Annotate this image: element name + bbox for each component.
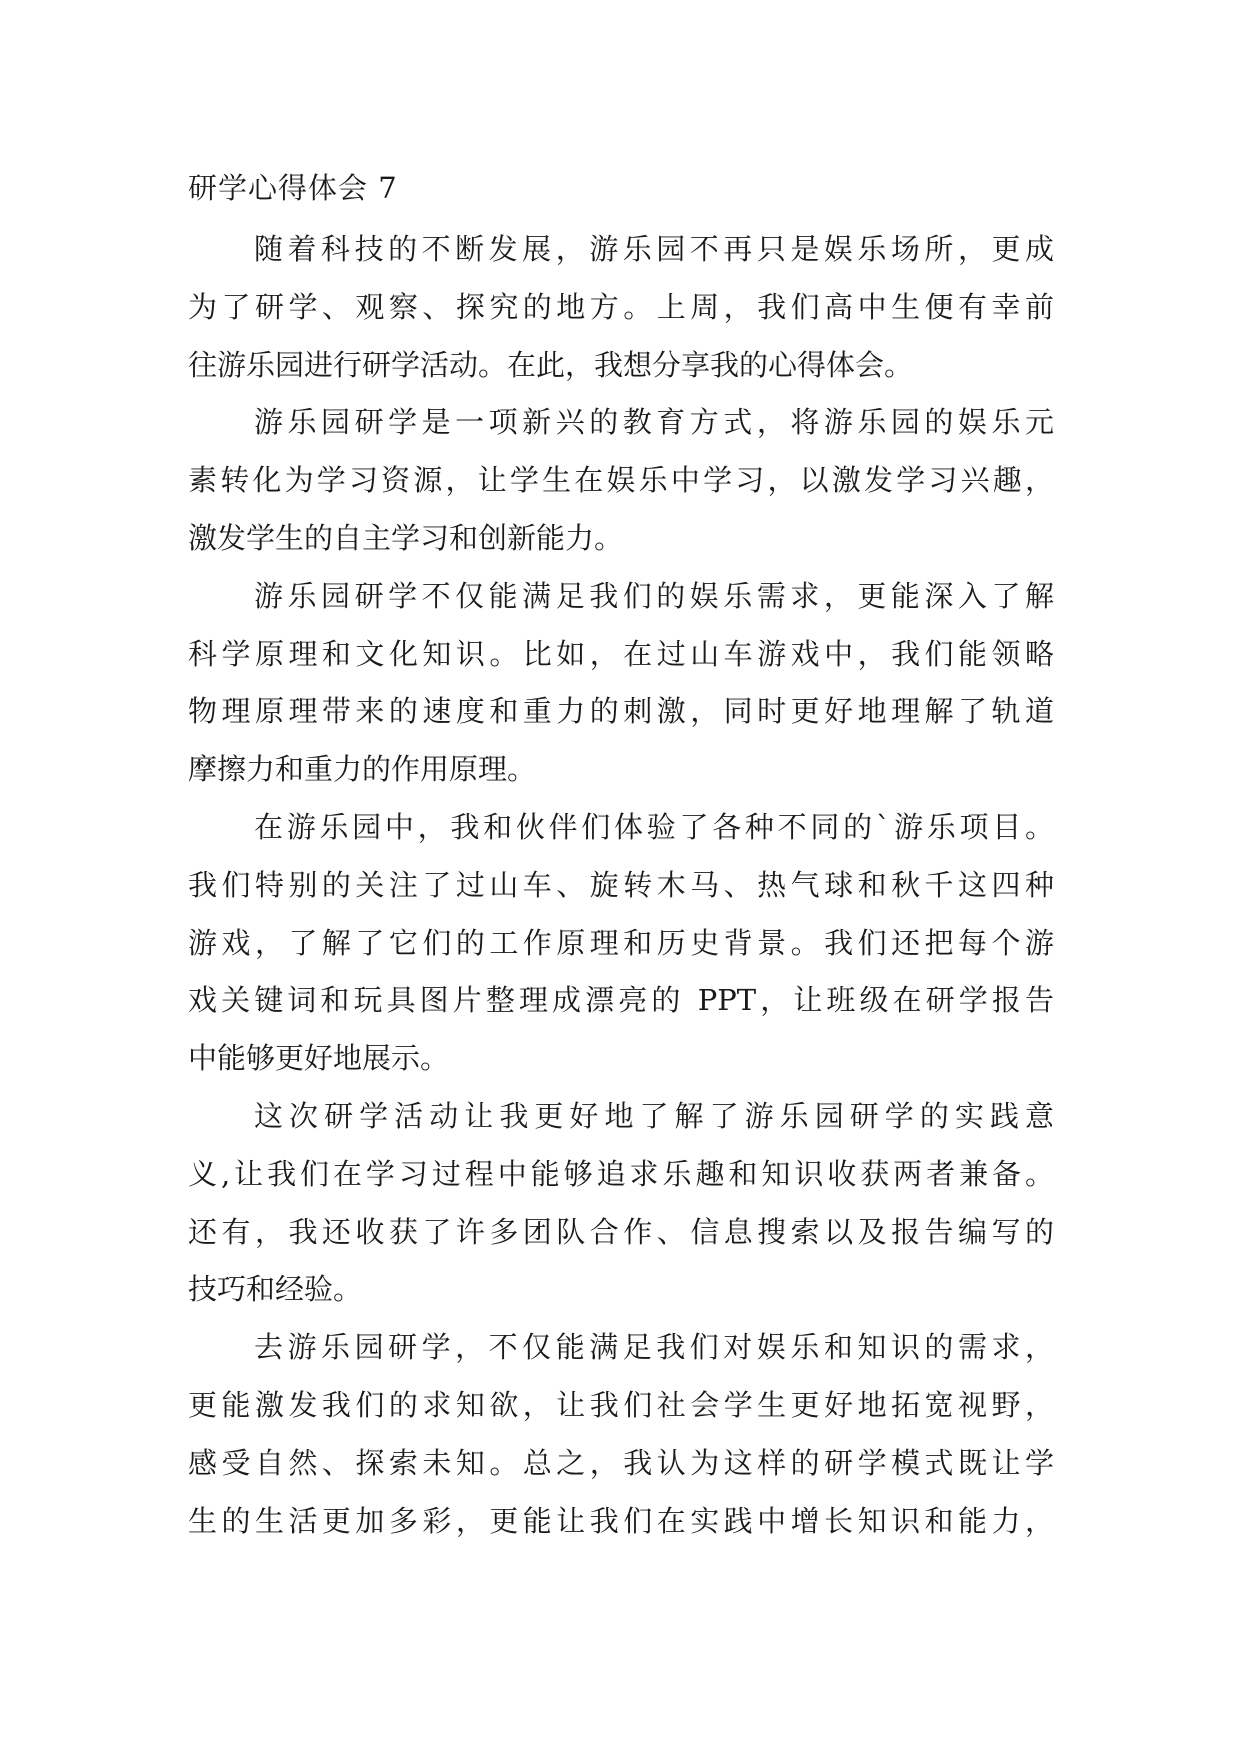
- text-line: 技巧和经验。: [188, 1272, 363, 1307]
- document-body: [188, 221, 1054, 1550]
- paragraph-3: [188, 568, 1054, 799]
- paragraph-6: [188, 1319, 1054, 1550]
- text-line: 激发学生的自主学习和创新能力。: [188, 520, 624, 555]
- paragraph-2: [188, 394, 1054, 567]
- text-line: 戏关键词和玩具图片整理成漂亮的 PPT，让班级在研学报告: [188, 983, 1054, 1018]
- paragraph-5: [188, 1088, 1054, 1319]
- text-line: 生的生活更加多彩，更能让我们在实践中增长知识和能力，: [188, 1503, 1054, 1538]
- text-line: 游戏，了解了它们的工作原理和历史背景。我们还把每个游: [188, 925, 1054, 960]
- text-line: 中能够更好地展示。: [188, 1041, 450, 1076]
- text-line: 感受自然、探索未知。总之，我认为这样的研学模式既让学: [188, 1445, 1054, 1480]
- text-line: 为了研学、观察、探究的地方。上周，我们高中生便有幸前: [188, 289, 1054, 324]
- text-line: 摩擦力和重力的作用原理。: [188, 752, 537, 787]
- text-line: 游乐园研学是一项新兴的教育方式，将游乐园的娱乐元: [254, 405, 1054, 440]
- text-line: 往游乐园进行研学活动。在此，我想分享我的心得体会。: [188, 347, 914, 382]
- paragraph-1: [188, 221, 1054, 394]
- text-line: 科学原理和文化知识。比如，在过山车游戏中，我们能领略: [188, 636, 1054, 671]
- text-line: 我们特别的关注了过山车、旋转木马、热气球和秋千这四种: [188, 867, 1054, 902]
- document-title: 研学心得体会 7: [188, 171, 398, 205]
- text-line: 素转化为学习资源，让学生在娱乐中学习，以激发学习兴趣，: [188, 463, 1054, 498]
- text-line: 物理原理带来的速度和重力的刺激，同时更好地理解了轨道: [188, 694, 1054, 729]
- text-line: 更能激发我们的求知欲，让我们社会学生更好地拓宽视野，: [188, 1387, 1054, 1422]
- text-line: 还有，我还收获了许多团队合作、信息搜索以及报告编写的: [188, 1214, 1054, 1249]
- text-line: 游乐园研学不仅能满足我们的娱乐需求，更能深入了解: [254, 578, 1054, 613]
- text-line: 这次研学活动让我更好地了解了游乐园研学的实践意: [254, 1098, 1054, 1133]
- paragraph-4: [188, 799, 1054, 1088]
- text-line: 在游乐园中，我和伙伴们体验了各种不同的`游乐项目。: [254, 809, 1054, 844]
- text-line: 去游乐园研学，不仅能满足我们对娱乐和知识的需求，: [254, 1330, 1054, 1365]
- text-line: 义,让我们在学习过程中能够追求乐趣和知识收获两者兼备。: [188, 1156, 1054, 1191]
- text-line: 随着科技的不断发展，游乐园不再只是娱乐场所，更成: [254, 232, 1054, 266]
